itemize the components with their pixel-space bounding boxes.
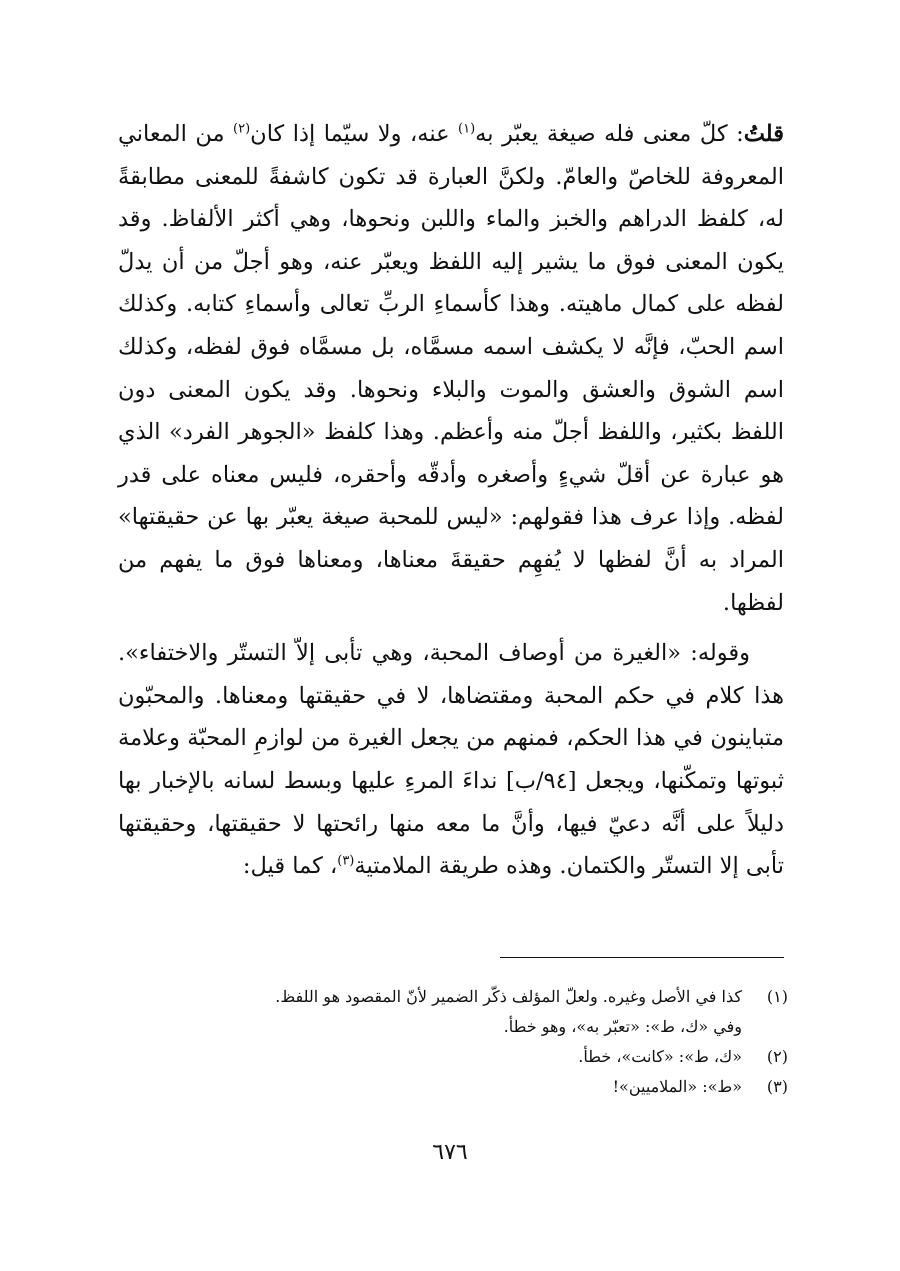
footnote-ref-2[interactable]: (٢) bbox=[233, 121, 251, 137]
footnote-number: (٣) bbox=[766, 1077, 788, 1096]
footnote-1-continuation: وفي «ك، ط»: «تعبّر به»، وهو خطأ. bbox=[503, 1017, 742, 1036]
footnotes bbox=[118, 982, 788, 1102]
main-text bbox=[118, 113, 784, 888]
footnote-number: (٢) bbox=[766, 1047, 788, 1066]
paragraph-text: عنه، ولا سيّما إذا كان bbox=[250, 121, 459, 147]
paragraph-text: ، كما قيل: bbox=[242, 853, 338, 880]
lead-word: قلتُ bbox=[743, 121, 784, 147]
footnote-text: «ك، ط»: «كانت»، خطأ. bbox=[578, 1047, 742, 1066]
footnote-2 bbox=[118, 1042, 788, 1072]
footnote-1 bbox=[118, 982, 788, 1012]
footnote-ref-1[interactable]: (١) bbox=[458, 121, 476, 137]
footnote-number: (١) bbox=[766, 987, 788, 1006]
footnote-ref-3[interactable]: (٣) bbox=[337, 853, 355, 869]
paragraph-text: : كلّ معنى فله صيغة يعبّر به bbox=[475, 121, 744, 147]
footnote-separator bbox=[500, 957, 784, 958]
footnote-text: «ط»: «الملاميين»! bbox=[612, 1077, 742, 1096]
footnote-text: كذا في الأصل وغيره. ولعلّ المؤلف ذكّر الضمير لأنّ المقصود هو اللفظ. bbox=[275, 987, 742, 1006]
page-number: ٦٧٦ bbox=[432, 1140, 468, 1165]
paragraph-1 bbox=[118, 113, 784, 624]
paragraph-text: وقوله: «الغيرة من أوصاف المحبة، وهي تأبى إلاّ التستّر والاختفاء». هذا كلام في حكم المحبة ومقتضاها، لا في حقيقتها ومعناها. والمحبّون متباينون في هذا الحكم، فمنهم من يجعل الغيرة من لوازمِ المحبّة وعلامة ثبوتها وتمكّنها، ويجعل [٩٤/ب] نداءَ المرءِ عليها وبسط لسانه بالإخبار بها دليلاً على أنَّه دعيّ فيها، وأنَّ ما معه منها رائحتها لا حقيقتها، وحقيقتها تأبى إلا التستّر والكتمان. وهذه طريقة الملامتية bbox=[118, 640, 784, 880]
paragraph-text: من المعاني المعروفة للخاصّ والعامّ. ولكنَّ العبارة قد تكون كاشفةً للمعنى مطابقةً له، كلفظ الدراهم والخبز والماء واللبن ونحوها، وهي أكثر الألفاظ. وقد يكون المعنى فوق ما يشير إليه اللفظ ويعبّر عنه، وهو أجلّ من أن يدلّ لفظه على كمال ماهيته. وهذا كأسماءِ الربِّ تعالى وأسماءِ كتابه. وكذلك اسم الحبّ، فإنَّه لا يكشف اسمه مسمَّاه، بل مسمَّاه فوق لفظه، وكذلك اسم الشوق والعشق والموت والبلاء ونحوها. وقد يكون المعنى دون اللفظ بكثير، واللفظ أجلّ منه وأعظم. وهذا كلفظ «الجوهر الفرد» الذي هو عبارة عن أقلّ شيءٍ وأصغره وأدقّه وأحقره، فليس معناه على قدر لفظه. وإذا عرف هذا فقولهم: «ليس للمحبة صيغة يعبّر بها عن حقيقتها» المراد به أنَّ لفظها لا يُفهِم حقيقةَ معناها، ومعناها فوق ما يفهم من لفظها. bbox=[118, 121, 784, 616]
footnote-3 bbox=[118, 1072, 788, 1102]
paragraph-2 bbox=[118, 632, 784, 888]
